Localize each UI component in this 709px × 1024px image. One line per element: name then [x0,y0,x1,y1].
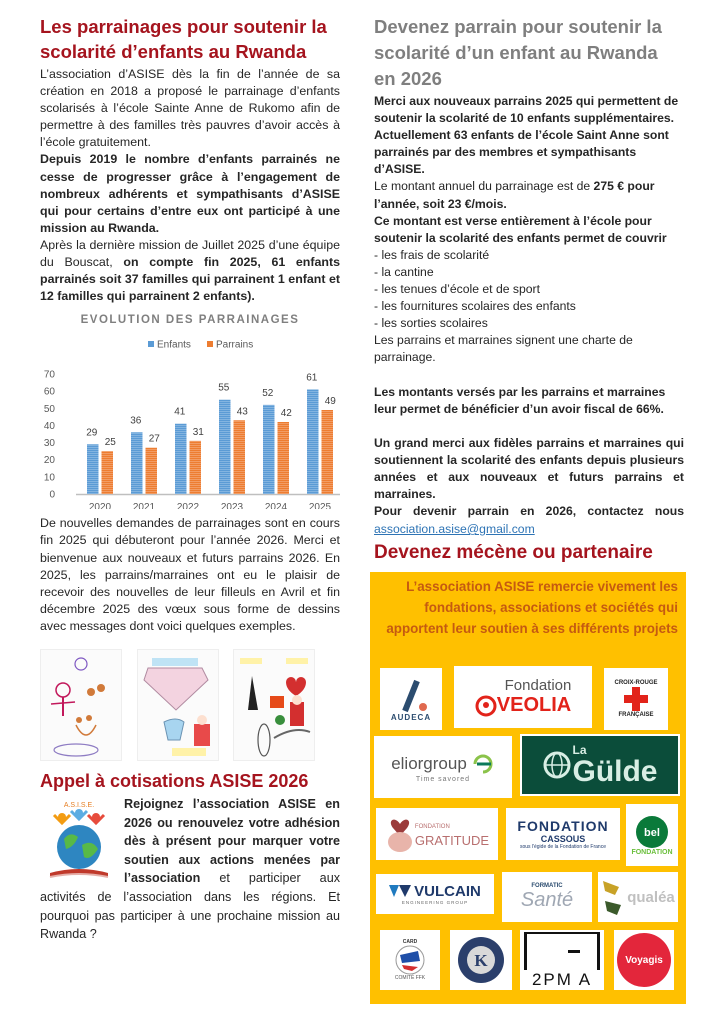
sponsorship-chart [40,309,340,509]
y-tick-label: 70 [43,369,55,381]
x-tick-label: 2022 [176,502,200,510]
partner-logo-vulcain[interactable] [376,874,494,914]
data-label-parrains: 43 [236,406,248,418]
partner-name-top: FONDATION [414,824,450,831]
partner-name: 2PM A [531,970,593,990]
drawing-diamond-icon [138,650,219,761]
partner-logo-gratitude[interactable] [376,808,498,860]
membership-body [40,795,340,944]
data-label-parrains: 49 [324,396,336,408]
drawing-christmas-icon [234,650,315,761]
data-label-parrains: 31 [192,427,204,439]
partner-logo-cassous[interactable] [506,808,620,860]
partner-logo-2pma[interactable] [520,930,604,990]
partner-name: Gülde [572,755,658,789]
bar-enfants [307,390,319,495]
karate-glove-icon [392,945,428,975]
x-tick-label: 2020 [88,502,112,510]
thanks-paragraph: Merci aux nouveaux parrains 2025 qui permettent de soutenir la scolarité de 10 enfants supplémentaires. Actuellement 63 enfants de l’école Saint Anne sont parrainés par des membres et sympathisants d’ASISE. [374,94,679,177]
y-tick-label: 0 [49,489,55,501]
amount-paragraph [374,178,684,212]
partner-name: qualéa [627,888,675,906]
y-tick-label: 10 [43,472,55,484]
drawing-3 [233,649,315,761]
data-label-parrains: 42 [280,408,292,420]
asise-globe-icon [40,795,118,885]
x-tick-label: 2025 [308,502,332,510]
bar-parrains [102,451,114,494]
data-label-enfants: 29 [86,427,98,439]
y-tick-label: 30 [43,438,55,450]
partner-name: FRANÇAISE [618,712,654,719]
partner-logo-qualea[interactable] [598,872,678,922]
legend-label-enfants: Enfants [157,339,191,351]
y-tick-label: 50 [43,404,55,416]
hands-icon [601,877,627,917]
data-label-parrains: 27 [148,434,160,446]
email-link[interactable]: association.asise@gmail.com [374,522,535,537]
covers-paragraph: Ce montant est verse entièrement à l’école pour soutenir la scolarité des enfants permet de couvrir [374,213,667,245]
audeca-icon [391,677,431,713]
bar-enfants [87,445,99,495]
partner-sub: sous l'égide de la Fondation de France [519,844,606,851]
data-label-parrains: 25 [104,437,116,449]
partner-name-top: CROIX-ROUGE [614,680,658,687]
partner-name-top: La [572,743,587,758]
legend-swatch-parrains [207,341,213,347]
covers-list-item: - les frais de scolarité [374,247,490,262]
partner-logo-elior[interactable] [374,736,512,798]
partner-name: Santé [520,888,574,911]
y-tick-label: 60 [43,386,55,398]
drawing-2 [137,649,219,761]
partner-name: CASSOUS [540,834,586,845]
x-tick-label: 2024 [264,502,288,510]
data-label-enfants: 61 [306,372,318,384]
y-tick-label: 40 [43,421,55,433]
drawing-1 [40,649,122,761]
covers-list-item: - les sorties scolaires [374,316,488,331]
left-column [40,14,340,944]
partner-name: GRATITUDE [414,833,490,849]
x-tick-label: 2023 [220,502,244,510]
partner-logo-voyagis[interactable] [614,930,674,990]
become-sponsor-title: Devenez parrain pour soutenir la scolarité d’un enfant au Rwanda en 2026 [374,16,662,89]
partners-panel [370,572,686,1004]
drawings-gallery [40,649,315,761]
kiwanis-icon [456,935,506,985]
legend-swatch-enfants [148,341,154,347]
partner-name-top: CARD [402,939,418,946]
membership-section [40,769,340,944]
covers-list-item: - les tenues d’école et de sport [374,282,540,297]
asise-logo-text: A.S.I.S.E. [63,801,95,809]
partner-logo-kiwanis[interactable] [450,930,512,990]
partner-name: Voyagis [625,954,663,966]
asise-logo [40,795,118,885]
bar-parrains [278,422,290,494]
bar-parrains [190,441,202,494]
bel-icon [635,815,669,849]
sponsorship-title: Les parrainages pour soutenir la scolarité d’enfants au Rwanda [40,16,327,62]
thanks-loyal-paragraph: Un grand merci aux fidèles parrains et marraines qui soutiennent la scolarité des enfants depuis plusieurs années et aux nouveaux et futurs parrains et marraines. [374,435,684,501]
contact-paragraph: Pour devenir parrain en 2026, contactez nous [374,504,684,519]
partner-logo-formatic-sante[interactable] [502,872,592,922]
membership-title: Appel à cotisations ASISE 2026 [40,770,309,791]
data-label-enfants: 52 [262,388,274,400]
partner-name: VEOLIA [496,694,572,717]
svg-text:bel: bel [644,826,660,839]
covers-list [374,247,684,332]
partner-logo-ffk[interactable] [380,930,440,990]
y-tick-label: 20 [43,455,55,467]
globe-icon [542,750,572,780]
red-cross-icon [623,686,649,712]
veolia-icon [475,695,497,717]
mission-paragraph [40,237,340,305]
intro-paragraph: L’association d’ASISE dès la fin de l’année de sa création en 2018 a proposé le parrainage d’enfants scolarisés à l’école Sainte Anne de Rukomo afin de permettre à des familles très pauvres d’avoir accès à l’école gratuitement. [40,67,340,150]
partner-name: eliorgroup [391,753,467,773]
partner-logo-veolia[interactable] [454,666,592,728]
elior-icon [471,752,495,776]
chart-svg [40,309,340,509]
svg-text:K: K [474,951,488,971]
partner-name: COMITÉ FFK [394,975,426,982]
partner-logo-bel[interactable] [626,804,678,866]
bar-enfants [263,405,275,494]
partner-name: AUDECA [390,712,432,722]
mission-count-text: on compte fin 2025, 61 enfants parrainés soit 37 familles qui parrainent 1 enfant et 12 familles qui parrainent 2 enfants). [40,255,340,304]
data-label-enfants: 36 [130,415,142,427]
data-label-enfants: 41 [174,407,186,419]
bar-parrains [322,410,334,494]
partners-text: L’association ASISE remercie vivement les fondations, associations et sociétés qui apportent leur soutien à ses différents projets [386,579,678,637]
vulcain-icon [389,885,411,899]
partner-logo-croix-rouge[interactable] [604,668,668,730]
partner-sub: ENGINEERING GROUP [401,900,469,906]
tax-paragraph: Les montants versés par les parrains et marraines leur permet de bénéficier d’un avoir fiscal de 66%. [374,384,666,416]
partner-name: FONDATION [631,848,673,856]
bar-parrains [234,421,246,495]
news-paragraph: De nouvelles demandes de parrainages sont en cours fin 2025 qui débuteront pour l’année 2026. Merci et bienvenue aux nouveaux et futurs parrains 2026. En 2025, les parrains/marraines ont eu le plaisir de recevoir des nouvelles de leur filleuls en Avril et fin décembre 2025 des vœux sous forme de dessins avec messages dont voici quelques exemples. [40,516,340,633]
membership-normal-text: et participer aux activités de l’association dans les régions. Et pourquoi pas participer à une prochaine mission au Rwanda ? [40,871,340,942]
partner-name-top: FONDATION [517,818,609,835]
partner-logo-audeca[interactable] [380,668,442,730]
chart-title: EVOLUTION DES PARRAINAGES [80,314,300,327]
x-tick-label: 2021 [132,502,156,510]
membership-bold-text: Rejoignez l’association ASISE en 2026 ou renouvelez votre adhésion dès à présent pour marquer votre soutien aux actions menées par l’association [124,796,340,886]
right-column [374,14,684,1004]
covers-list-item: - la cantine [374,264,434,279]
partner-logo-la-guilde[interactable] [520,734,680,796]
amount-label: Le montant annuel du parrainage est de [374,179,594,194]
legend-label-parrains: Parrains [216,339,254,351]
data-label-enfants: 55 [218,383,230,395]
amount-value: 275 € pour l’année, soit 23 €/mois. [374,179,655,211]
partner-name-top: FORMATIC [531,882,563,889]
bar-enfants [219,400,231,494]
bar-enfants [175,424,187,494]
bar-parrains [146,448,158,494]
progress-paragraph: Depuis 2019 le nombre d’enfants parrainés ne cesse de progresser grâce à l’engagement de nombreux adhérents et sympathisants d’ASISE qui pour certains d’entre eux ont participé à une mission au Rwanda. [40,152,340,235]
mission-text: Après la dernière mission de Juillet 2025 d’une équipe du Bouscat, [40,237,340,270]
drawing-flowers-icon [41,650,122,761]
patron-title: Devenez mécène ou partenaire [374,542,653,564]
partner-name: VULCAIN [414,883,481,901]
bar-enfants [131,433,143,495]
charter-paragraph: Les parrains et marraines signent une charte de parrainage. [374,333,633,365]
partner-sub: Time savored [415,775,471,783]
partner-name-top: Fondation [504,677,572,695]
covers-list-item: - les fournitures scolaires des enfants [374,299,576,314]
gratitude-heart-icon [385,814,415,854]
